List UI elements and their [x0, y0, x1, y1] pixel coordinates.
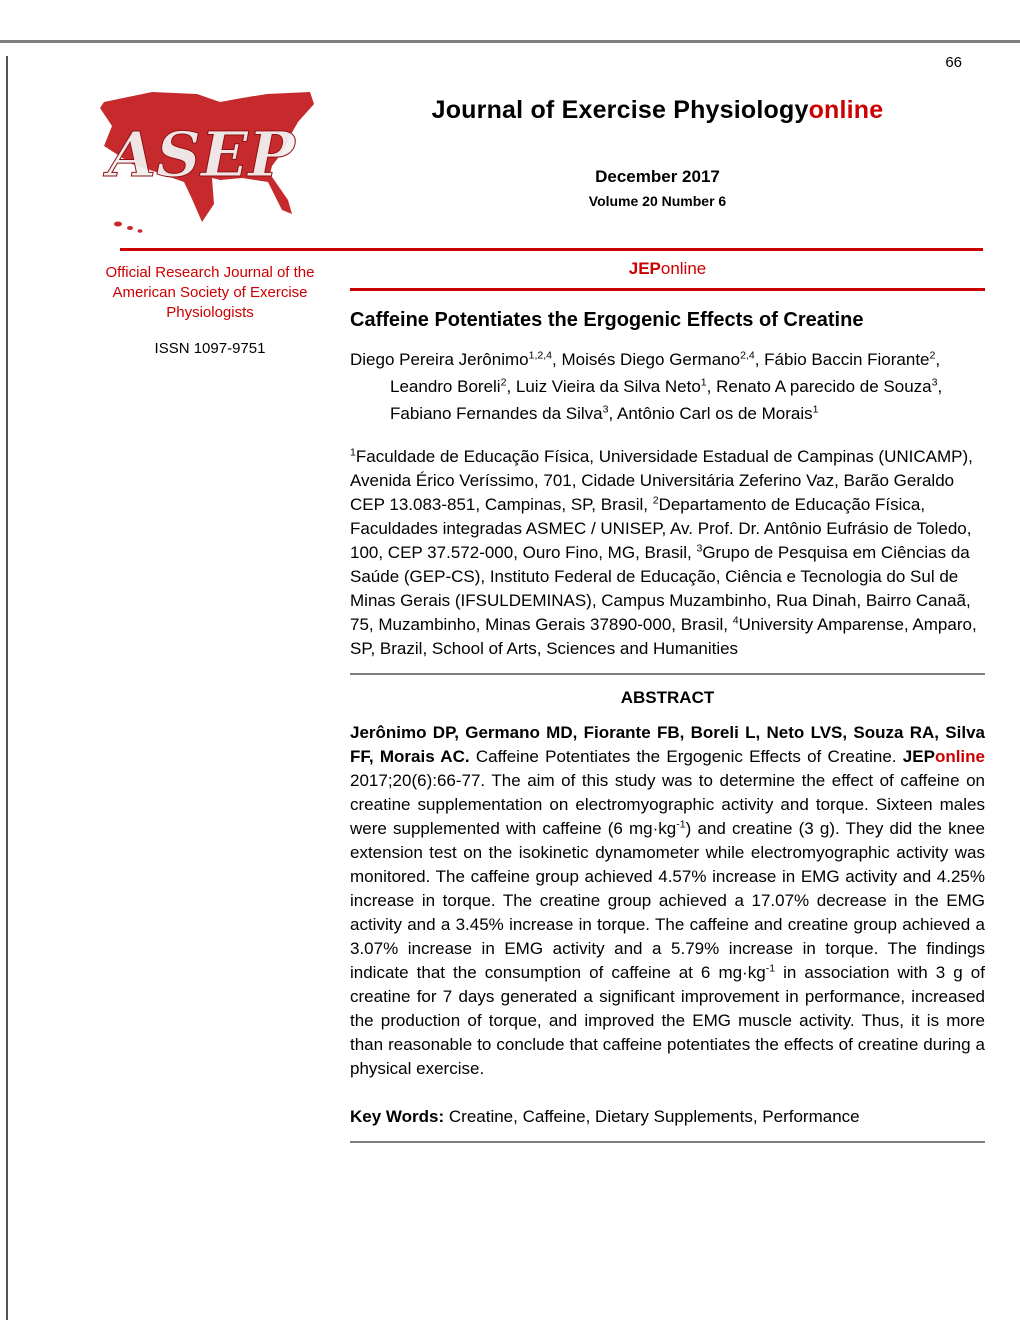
article-title: Caffeine Potentiates the Ergogenic Effects of Creatine	[350, 309, 864, 331]
jep-online-masthead: JEPonline	[628, 259, 707, 278]
page-number: 66	[945, 54, 962, 71]
page-left-edge	[6, 56, 8, 1320]
journal-title-online: online	[808, 96, 884, 124]
keywords-line: Key Words: Creatine, Caffeine, Dietary Supplements, Performance	[350, 1107, 860, 1126]
sidebar	[85, 263, 335, 357]
issue-date: December 2017	[595, 167, 720, 186]
asep-logo	[88, 84, 326, 234]
header-red-divider	[120, 248, 983, 251]
author-list: Diego Pereira Jerônimo$^{1,2,4}$, Moisés Diego Germano$^{2,4}$, Fábio Baccin Fiorante$^2$, Leandro Boreli$^2$, Luiz Vieira da Silva Neto$^1$, Renato A parecido de Souza$^3$, Fabiano Fernandes da Silva$^3$, Antônio Carl os de Morais$^1$	[350, 349, 943, 423]
page-top-divider	[0, 40, 1020, 43]
abstract-heading: ABSTRACT	[620, 688, 715, 707]
issue-volume: Volume 20 Number 6	[588, 193, 727, 209]
usa-map-icon	[88, 84, 326, 234]
abstract-text: Jerônimo DP, Germano MD, Fiorante FB, Boreli L, Neto LVS, Souza RA, Silva FF, Morais AC. Caffeine Potentiates the Ergogenic Effects of Creatine. JEPonline 2017;20(6):66-77. The aim of this study was to determine the effect of caffeine on creatine supplementation on electromyographic activity and torque. Sixteen males were supplemented with caffeine (6 $mg\cdot kg^{-1}$) and creatine (3 g). They did the knee extension test on the isokinetic dynamometer while electromyographic activity was monitored. The caffeine group achieved 4.57% increase in EMG activity and 4.25% increase in torque. The creatine group achieved a 17.07% decrease in the EMG activity and a 3.45% increase in torque. The caffeine and creatine group achieved a 3.07% increase in EMG activity and a 5.79% increase in torque. The findings indicate that the consumption of caffeine at 6 $mg\cdot kg^{-1}$ in association with 3 g of creatine for 7 days generated a significant improvement in performance, increased the production of torque, and improved the EMG muscle activity. Thus, it is more than reasonable to conclude that caffeine potentiates the effects of creatine during a physical exercise.	[350, 723, 985, 1078]
official-journal-text: Official Research Journal of the American Society of Exercise Physiologists	[105, 264, 315, 321]
asep-logo-text: ASEP	[108, 118, 295, 191]
journal-title-main: Journal of Exercise Physiology	[431, 96, 809, 124]
masthead	[330, 96, 985, 209]
affiliations-text: $^1$Faculdade de Educação Física, Universidade Estadual de Campinas (UNICAMP), Avenida Érico Veríssimo, 701, Cidade Universitária Zeferino Vaz, Barão Geraldo CEP 13.083-851, Campinas, SP, Brasil, $^2$Departamento de Educação Física, Faculdades integradas ASMEC / UNISEP, Av. Prof. Dr. Antônio Eufrásio de Toledo, 100, CEP 37.572-000, Ouro Fino, MG, Brasil, $^3$Grupo de Pesquisa em Ciências da Saúde (GEP-CS), Instituto Federal de Educação, Ciência e Tecnologia do Sul de Minas Gerais (IFSULDEMINAS), Campus Muzambinho, Rua Dinah, Bairro Canaã, 75, Muzambinho, Minas Gerais 37890-000, Brasil, $^4$University Amparense, Amparo, SP, Brazil, School of Arts, Sciences and Humanities	[350, 446, 977, 658]
abstract-top-divider	[350, 673, 985, 675]
bottom-divider	[350, 1141, 985, 1143]
journal-title	[330, 96, 985, 125]
issn-label: ISSN 1097-9751	[154, 340, 266, 357]
column-red-divider	[350, 288, 985, 291]
article-column	[350, 258, 985, 1143]
